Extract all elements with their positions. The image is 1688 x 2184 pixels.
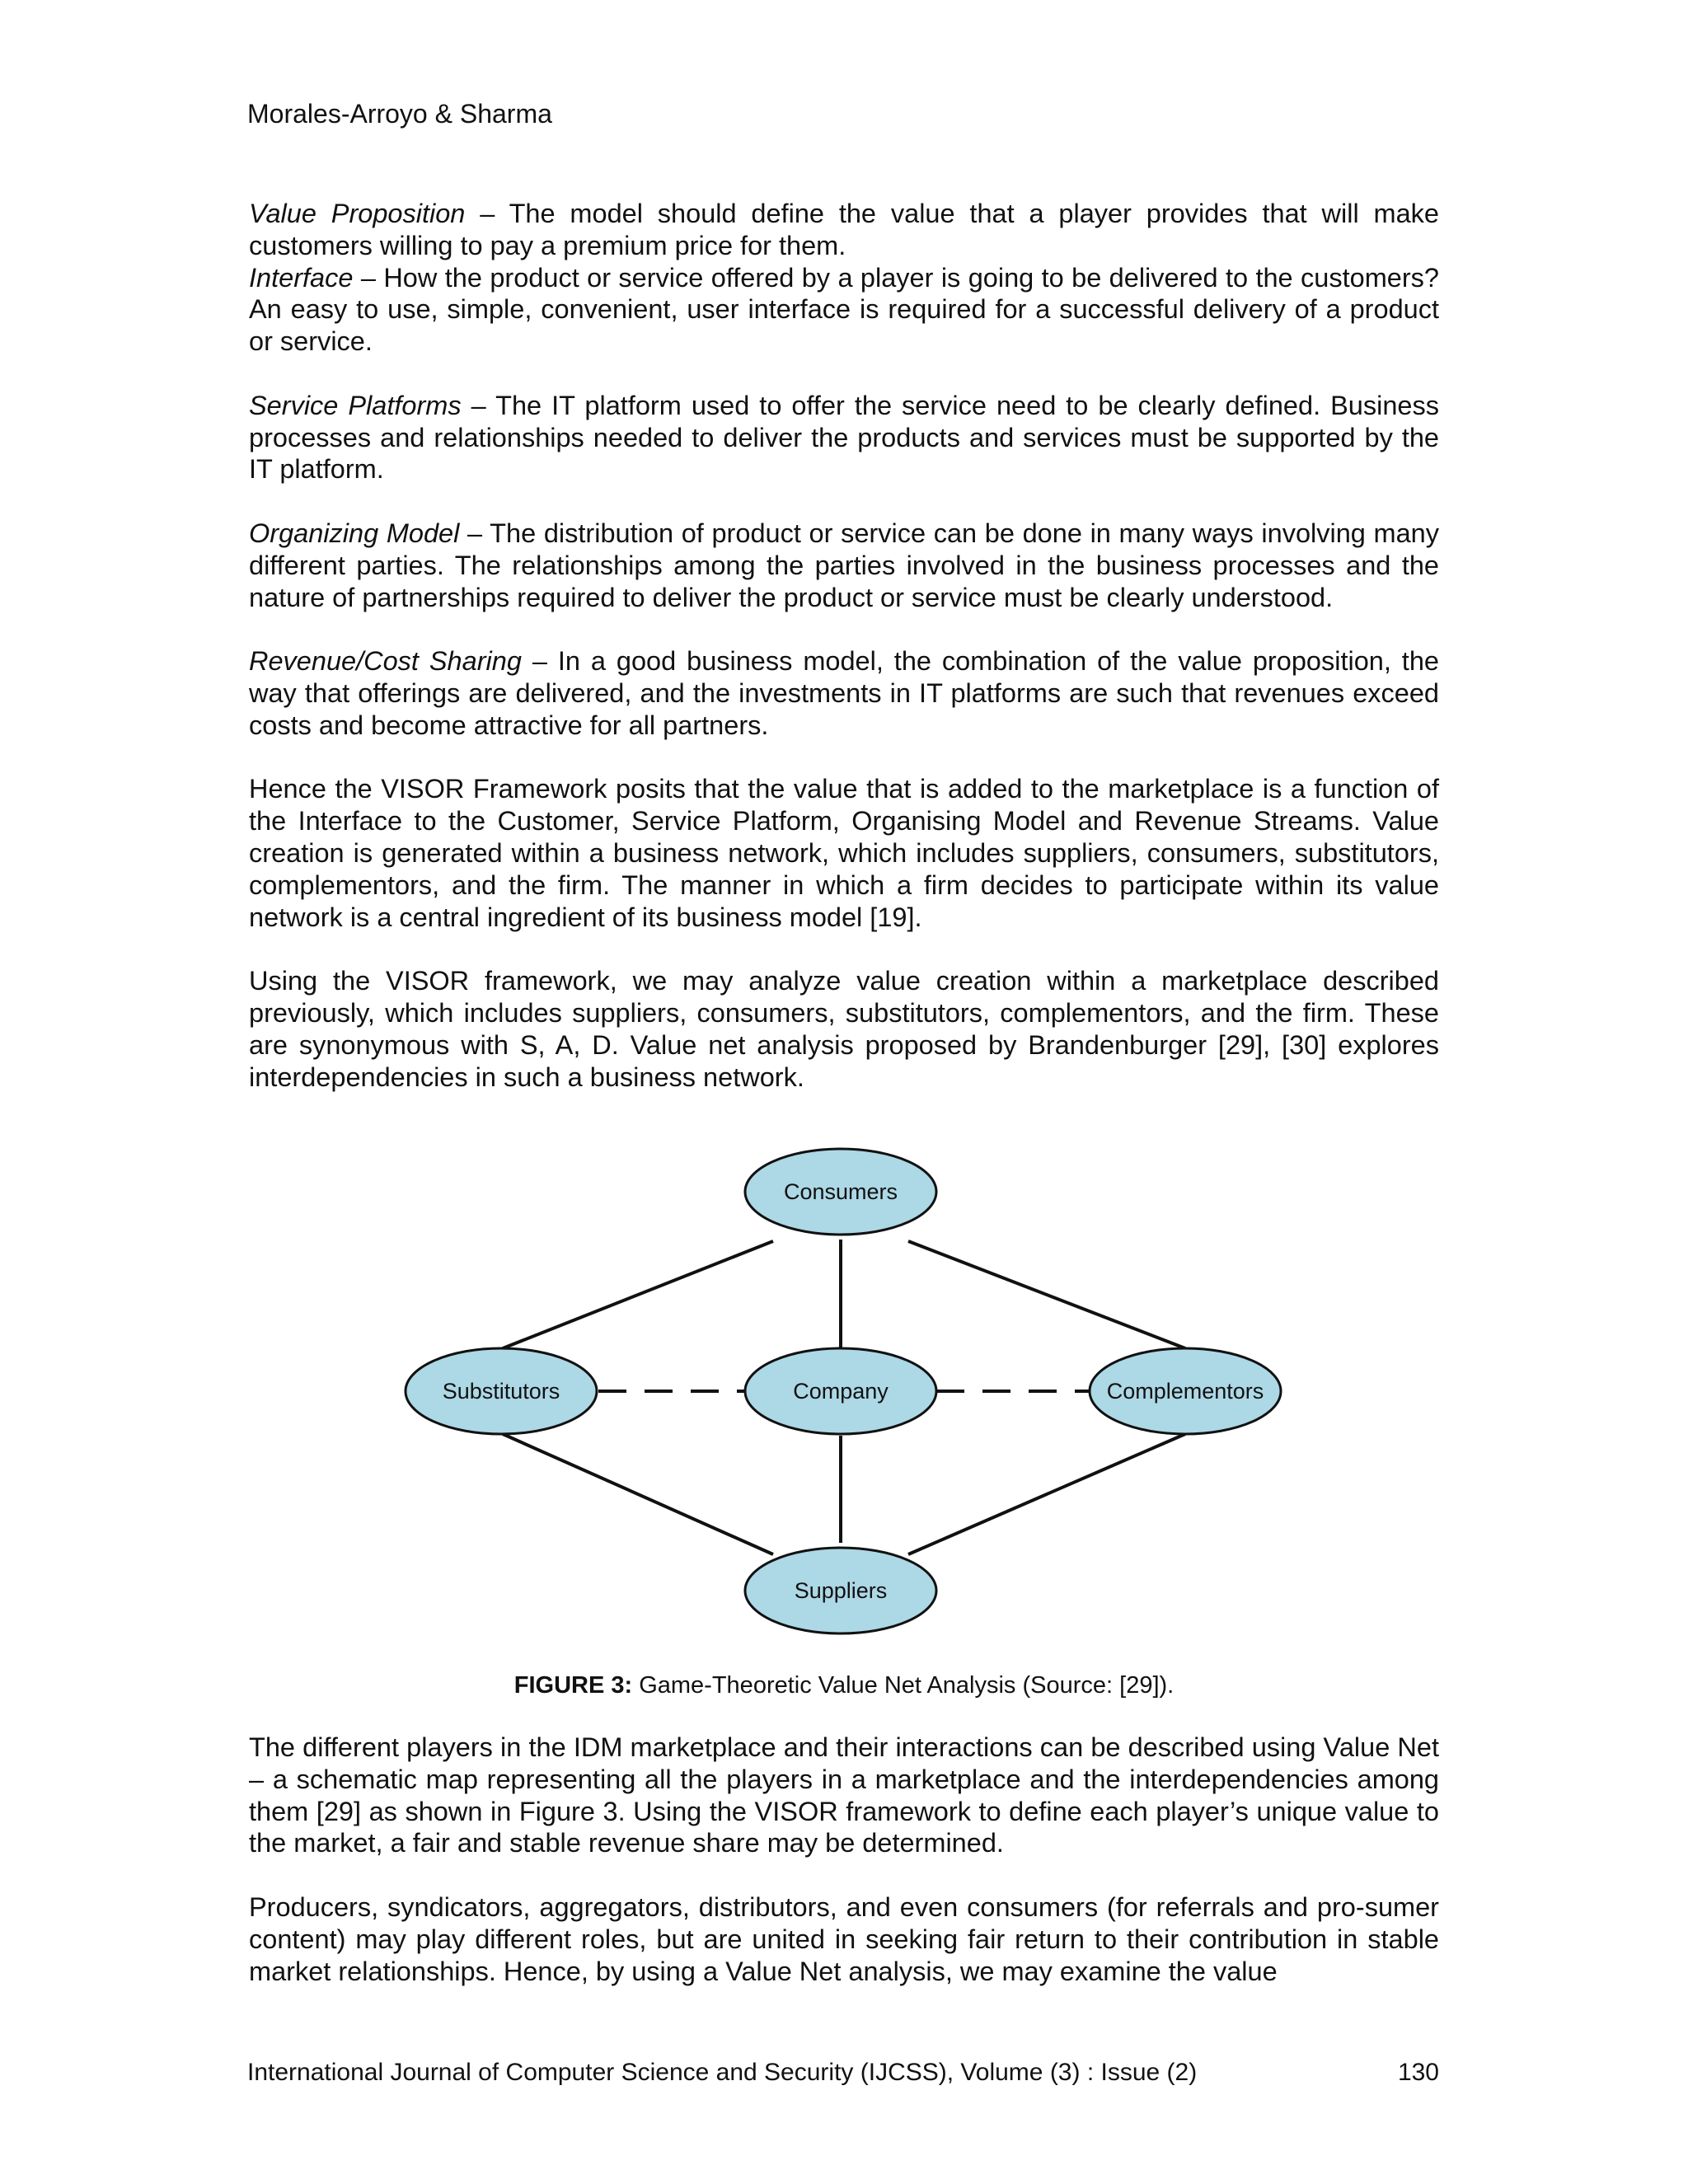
label-consumers: Consumers bbox=[783, 1179, 898, 1204]
organizing-model-term: Organizing Model bbox=[249, 518, 460, 548]
page-number: 130 bbox=[1397, 2059, 1439, 2086]
interface-paragraph bbox=[249, 262, 1439, 358]
service-platforms-text: – The IT platform used to offer the service need to be clearly defined. Business processes and relationships needed to deliver the products and services must be supported by the IT platform. bbox=[249, 390, 1439, 485]
visor-posits-paragraph: Hence the VISOR Framework posits that the value that is added to the marketplace is a function of the Interface to the Customer, Service Platform, Organising Model and Revenue Streams. Value creation is generated within a business network, which includes suppliers, consumers, substitutors, complementors, and the firm. The manner in which a firm decides to participate within its value network is a central ingredient of its business model [19]. bbox=[249, 774, 1439, 932]
page-footer bbox=[247, 2057, 1439, 2088]
value-proposition-text: – The model should define the value that a player provides that will make customers willing to pay a premium price for them. bbox=[249, 199, 1439, 260]
body-text-bottom bbox=[249, 1732, 1439, 1987]
label-complementors: Complementors bbox=[1106, 1379, 1264, 1404]
revenue-cost-sharing-term: Revenue/Cost Sharing bbox=[249, 646, 522, 677]
label-substitutors: Substitutors bbox=[442, 1379, 560, 1404]
journal-citation: International Journal of Computer Science and Security (IJCSS), Volume (3) : Issue (2) bbox=[247, 2059, 1198, 2086]
value-proposition-term: Value Proposition bbox=[249, 199, 466, 228]
value-net-diagram bbox=[396, 1144, 1294, 1638]
value-proposition-paragraph bbox=[249, 198, 1439, 262]
service-platforms-paragraph bbox=[249, 390, 1439, 485]
organizing-model-paragraph bbox=[249, 518, 1439, 613]
interface-text: – How the product or service offered by a player is going to be delivered to the customers? An easy to use, simple, convenient, user interface is required for a successful delivery of a product or service. bbox=[249, 262, 1439, 357]
using-visor-paragraph: Using the VISOR framework, we may analyze value creation within a marketplace described previously, which includes suppliers, consumers, substitutors, complementors, and the firm. These are synonymous with S, A, D. Value net analysis proposed by Brandenburger [29], [30] explores interdependencies in such a business network. bbox=[249, 966, 1439, 1092]
organizing-model-text: – The distribution of product or service can be done in many ways involving many different parties. The relationships among the parties involved in the business processes and the nature of partnerships required to deliver the product or service must be clearly understood. bbox=[249, 518, 1439, 612]
revenue-cost-sharing-paragraph bbox=[249, 645, 1439, 741]
running-header: Morales-Arroyo & Sharma bbox=[247, 99, 552, 129]
edge-complementors-suppliers bbox=[908, 1434, 1185, 1554]
figure-caption bbox=[247, 1671, 1441, 1700]
different-players-paragraph: The different players in the IDM marketplace and their interactions can be described using Value Net – a schematic map representing all the players in a marketplace and the interdependencies among them [29] as shown in Figure 3. Using the VISOR framework to define each player’s unique value to the market, a fair and stable revenue share may be determined. bbox=[249, 1732, 1439, 1858]
edge-substitutors-suppliers bbox=[503, 1434, 773, 1554]
figure-caption-label: FIGURE 3: bbox=[513, 1672, 633, 1699]
label-suppliers: Suppliers bbox=[794, 1578, 888, 1603]
service-platforms-term: Service Platforms bbox=[249, 390, 462, 420]
label-company: Company bbox=[793, 1379, 889, 1404]
producers-paragraph: Producers, syndicators, aggregators, distributors, and even consumers (for referrals and pro-sumer content) may play different roles, but are united in seeking fair return to their contribution in stable market relationships. Hence, by using a Value Net analysis, we may examine the value bbox=[249, 1891, 1439, 1986]
body-text-top bbox=[249, 198, 1439, 1093]
edge-consumers-complementors bbox=[908, 1241, 1185, 1348]
figure-caption-text: Game-Theoretic Value Net Analysis (Source: [29]). bbox=[632, 1672, 1175, 1699]
interface-term: Interface bbox=[249, 262, 354, 293]
edge-consumers-substitutors bbox=[503, 1241, 773, 1348]
revenue-cost-sharing-text: – In a good business model, the combination of the value proposition, the way that offerings are delivered, and the investments in IT platforms are such that revenues exceed costs and become attractive for all partners. bbox=[249, 646, 1439, 740]
